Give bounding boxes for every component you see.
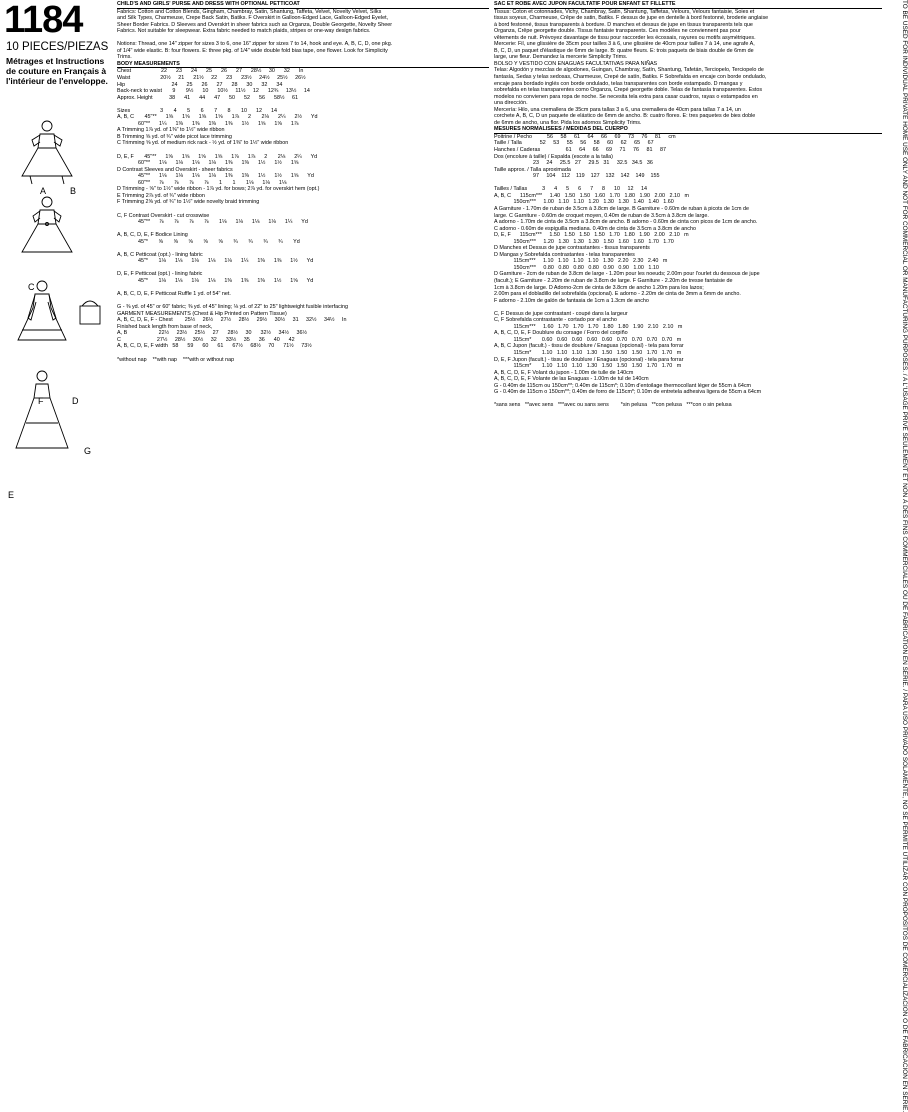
text-line: 1cm à 3.8cm de large. D Adorno-2cm de cinta de 3.8cm de ancho 1.20m para los lazos; xyxy=(494,284,704,291)
text-line: à bord festonné, tissus transparents à bordure. D manches et dessus de jupe en tissus transparents tels que xyxy=(494,21,753,28)
text-line: una dirección. xyxy=(494,100,528,107)
text-line: D Contrast Sleeves and Overskirt - sheer fabrics xyxy=(117,166,233,173)
text-line: A Garniture - 1.70m de ruban de 3.5cm à 3.8cm de large. B Garniture - 0.60m de ruban à picots de 1cm de xyxy=(494,205,749,212)
text-line: Taille approx. / Talla aproximada xyxy=(494,166,571,173)
text-line: encaje para bordado inglés con borde ondulado, telas transparentes con borde estampado. D mangas y xyxy=(494,80,743,87)
text-line: large. C Garniture - 0.60m de croquet moyen, 0.40m de ruban de 3.5cm à 3.8cm de large. xyxy=(494,212,709,219)
text-line: C adorno - 0.60m de espiguilla mediana. 0.40m de cinta de 3.5cm a 3.8cm de ancho xyxy=(494,225,696,232)
french-spanish-yardage-column xyxy=(494,1,882,541)
view-label-b: B xyxy=(70,186,77,196)
text-line: A, B, C, D, E, F Volant du jupon - 1.00m de tulle de 140cm xyxy=(494,369,634,376)
text-line: Waist 20½ 21 21½ 22 23 23½ 24½ 25½ 26½ xyxy=(117,75,306,82)
text-line: Tailles / Tallas 3 4 5 6 7 8 10 12 14 xyxy=(494,186,648,193)
text-line: 115cm*** 1.60 1.70 1.70 1.70 1.80 1.80 1.90 2.10 2.10 m xyxy=(494,323,683,330)
usage-disclaimer xyxy=(884,0,908,1112)
text-line: Mercerie: Fil, une glissière de 35cm pour tailles 3 à 6, une glissière de 40cm pour tailles 7 à 14, une agrafe A, xyxy=(494,41,755,48)
text-line: corchete A, B, C, D un paquete de elástico de 6mm de ancho. B: cuatro flores. E: tres paquetes de bies doble xyxy=(494,113,756,120)
purse-g-sketch xyxy=(80,301,100,324)
text-line: 115cm* 0.60 0.60 0.60 0.60 0.60 0.70 0.70 0.70 0.70 m xyxy=(494,336,682,343)
text-line: 45"* ⅝ ⅝ ⅝ ⅝ ⅝ ¾ ¾ ¾ ¾ Yd xyxy=(117,238,300,245)
text-line: E Trimming 2⅞ yd. of ¾" wide ribbon xyxy=(117,192,205,199)
text-line: A, B, C 45"** 1⅝ 1⅝ 1⅝ 1⅝ 1⅞ 2 2⅛ 2¼ 2½ Yd xyxy=(117,114,318,121)
text-line: GARMENT MEASUREMENTS (Chest & Hip Printed on Pattern Tissue) xyxy=(117,310,287,317)
text-line: G - 0.40m de 115cm ou 150cm**; 0.40m de 115cm*; 0.10m d'entoilage thermocollant léger de 55cm à 64cm xyxy=(494,382,752,389)
text-line: SAC ET ROBE AVEC JUPON FACULTATIF POUR ENFANT ET FILLETTE xyxy=(494,1,882,9)
text-line: Trims. xyxy=(117,54,132,61)
text-line: Fabrics: Cotton and Cotton Blends, Gingham, Chambray, Satin, Shantung, Taffeta, Velvet, Novelty Velvet, Silks xyxy=(117,8,382,15)
text-line: D, E, F Jupon (facult.) - tissu de doublure / Enaguas (opcional) - tela para forrar xyxy=(494,356,684,363)
text-line: D, E, F 45"** 1⅝ 1⅝ 1⅝ 1⅝ 1⅞ 1⅞ 2 2⅛ 2¼ Yd xyxy=(117,153,318,160)
text-line: G - 0.40m de 115cm o 150cm**; 0.40m de forro de 115cm*; 0.10m de entretela adhesiva ligera de 55cm a 64cm xyxy=(494,389,762,396)
text-line: 45"** 1⅛ 1⅛ 1⅛ 1⅛ 1⅜ 1⅜ 1½ 1½ 1⅝ Yd xyxy=(117,173,314,180)
view-label-a: A xyxy=(40,186,47,196)
text-line: A, B, C Petticoat (opt.) - lining fabric xyxy=(117,251,203,258)
view-label-c: C xyxy=(28,282,35,292)
text-line: B, C, D, un paquet d'élastique de 6mm de large. B: quatre fleurs. E: trois paquets de biais double de 6mm de xyxy=(494,47,754,54)
text-line: BODY MEASUREMENTS xyxy=(117,61,489,69)
text-line: Telas: Algodón y mezclas de algodones, Guingan, Chambray, Satín, Shantung, Tafetán, Terciopelo, Terciopelo de xyxy=(494,67,764,74)
text-line: F Trimming 2⅝ yd. of ¾" to 1½" wide novelty braid trimming xyxy=(117,199,260,206)
pieces-count: 10 PIECES/PIEZAS xyxy=(6,41,109,53)
text-line: of 1/4" wide elastic. B: four flowers. E: three pkg. of 1/4" wide double fold bias tape, one flower. Look for Simplicity xyxy=(117,47,388,54)
text-line: D Trimming - ⅝" to 1½" wide ribbon - 1⅞ yd. for bows; 2⅞ yd. for overskirt hem (opt.) xyxy=(117,186,320,193)
text-line: 60"** 1⅛ 1⅛ 1⅛ 1⅛ 1⅜ 1⅜ 1½ 1½ 1⅝ xyxy=(117,160,299,167)
view-label-e: E xyxy=(8,490,15,500)
view-label-f: F xyxy=(38,396,44,406)
text-line: A adorno - 1.70m de cinta de 3.5cm a 3.8cm de ancho. B adorno - 0.60m de cinta con picos de 1cm de ancho. xyxy=(494,219,758,226)
view-illustrations xyxy=(2,118,112,538)
text-line: A, B, C, D, E, F width 58 59 60 61 67½ 68½ 70 71½ 73½ xyxy=(117,343,312,350)
text-line: C 27½ 28½ 30½ 32 33½ 35 36 40 42 xyxy=(117,336,295,343)
text-line: de 6mm de ancho, una flor. Pida los adornos Simplicity Trims. xyxy=(494,119,642,126)
text-line: Chest 22 23 24 25 26 27 28½ 30 32 In xyxy=(117,68,304,75)
text-line: 2.00m para el dobladillo del sobrefalda (opcional). E adorno - 2.20m de cinta de 3mm a 6mm de ancho. xyxy=(494,291,741,298)
dress-a-sketch xyxy=(22,121,72,184)
text-line: C, F Sobrefalda contrastante - cortado por el ancho xyxy=(494,317,617,324)
text-line: 45"** ⅞ ⅞ ⅞ ⅞ 1⅛ 1⅛ 1⅛ 1⅛ 1¼ Yd xyxy=(117,219,308,226)
text-line: 45"* 1⅛ 1⅛ 1⅛ 1⅛ 1⅛ 1¼ 1⅜ 1⅜ 1½ Yd xyxy=(117,258,314,265)
text-line: (facult.); E Garniture - 2.20m de ruban de 3.8cm de large. F Garniture - 2.20m de tresse fantaisie de xyxy=(494,277,733,284)
view-label-d: D xyxy=(72,396,79,406)
text-line: modelos no convienen para ropa de noche. Se necesita tela extra para casar cuadros, rayas o estampados en xyxy=(494,93,758,100)
text-line: F adorno - 2.10m de galón de fantasia de 1cm a 1.3cm de ancho xyxy=(494,297,649,304)
text-line: *sans sens **avec sens ***avec ou sans sens *sin pelusa **con pelusa ***con o sin pelusa xyxy=(494,402,732,409)
text-line: C Trimming ⅝ yd. of medium rick rack - ½ yd. of 1⅜" to 1½" wide ribbon xyxy=(117,140,289,147)
text-line: Notions: Thread, one 14" zipper for sizes 3 to 6, one 16" zipper for sizes 7 to 14, hook and eye. A, B, C, D, one pkg. xyxy=(117,41,393,48)
text-line: fantasía, Sedas y telas sedosas, Charmeuse, Crepé de satín, Batiks. F Sobrefalda en encaje con borde ondulado, xyxy=(494,74,767,81)
text-line: 115cm*** 1.10 1.10 1.10 1.10 1.30 2.20 2.30 2.40 m xyxy=(494,258,668,265)
text-line: 115cm* 1.10 1.10 1.10 1.30 1.50 1.50 1.50 1.70 1.70 m xyxy=(494,363,682,370)
text-line: A, B, C Jupon (facult.) - tissu de doublure / Enaguas (opcional) - tela para forrar xyxy=(494,343,684,350)
text-line: Fabrics. Not suitable for sleepwear. Extra fabric needed to match plaids, stripes or one-way design fabrics. xyxy=(117,28,371,35)
text-line: A, B, C 115cm*** 1.40 1.50 1.50 1.60 1.70 1.80 1.90 2.00 2.10 m xyxy=(494,192,689,199)
text-line: 23 24 25.5 27 29.5 31 32.5 34.5 36 xyxy=(494,160,653,167)
text-line: 115cm* 1.10 1.10 1.10 1.30 1.50 1.50 1.50 1.70 1.70 m xyxy=(494,349,682,356)
text-line: Taille / Talla 52 53 55 56 58 60 62 65 67 xyxy=(494,140,654,147)
text-line: sobrefalda en telas transparentes como Organza, Crepé georgette doble. Telas de fantasía transparentes. Estos xyxy=(494,87,763,94)
text-line: A, B, C, D, E, F Bodice Lining xyxy=(117,232,188,239)
text-line: Mercería: Hilo, una cremallera de 35cm para tallas 3 a 6, una cremallera de 40cm para tallas 7 a 14, un xyxy=(494,106,741,113)
dress-b-sketch xyxy=(22,197,72,252)
text-line: 150cm*** 1.00 1.10 1.10 1.20 1.30 1.30 1.40 1.40 1.60 xyxy=(494,199,674,206)
dress-e-sketch xyxy=(16,371,68,448)
text-line: Hanches / Caderas 61 64 66 69 71 76 81 87 xyxy=(494,147,666,154)
text-line: D, E, F 115cm*** 1.50 1.50 1.50 1.50 1.70 1.80 1.90 2.00 2.10 m xyxy=(494,232,689,239)
text-line: D Manches et Dessus de jupe contrastantes - tissus transparents xyxy=(494,245,650,252)
text-line: A, B, C, D, E, F - Chest 25½ 26½ 27½ 28½ 29½ 30½ 31 32½ 34½ In xyxy=(117,317,347,324)
text-line: Poitrine / Pecho 56 58 61 64 66 69 73 76 81 cm xyxy=(494,133,676,140)
text-line: MESURES NORMALISEES / MEDIDAS DEL CUERPO xyxy=(494,126,882,134)
dress-c-sketch xyxy=(18,281,66,340)
text-line: Hip 24 25 26 27 28 30 32 34 xyxy=(117,81,283,88)
text-line: A, B, C, D, E, F Volante de las Enaguas - 1.00m de tul de 140cm xyxy=(494,376,649,383)
pattern-number: 1184 xyxy=(4,0,83,41)
text-line: D Mangas y Sobrefalda contrastantes - telas transparentes xyxy=(494,251,635,258)
text-line: A, B, C, D, E, F Doublure du corsage / Forro del corpiño xyxy=(494,330,628,337)
text-line: C, F Dessus de jupe contrastant - coupé dans la largeur xyxy=(494,310,628,317)
text-line: A Trimming 1⅞ yd. of 1⅜" to 1½" wide ribbon xyxy=(117,127,225,134)
text-line: CHILD'S AND GIRLS' PURSE AND DRESS WITH OPTIONAL PETTICOAT xyxy=(117,1,489,9)
view-label-g: G xyxy=(84,446,92,456)
text-line: Sizes 3 4 5 6 7 8 10 12 14 xyxy=(117,107,277,114)
text-line: A, B, C, D, E, F Petticoat Ruffle 1 yd. of 54" net. xyxy=(117,291,231,298)
text-line: G - ⅜ yd. of 45" or 60" fabric; ⅜ yd. of 45" lining; ⅛ yd. of 22" to 25" lightweight fusible interfacing xyxy=(117,304,349,311)
text-line: Back-neck to waist 9 9½ 10 10½ 11½ 12 12¾ 13½ 14 xyxy=(117,88,310,95)
text-line: *without nap **with nap ***with or without nap xyxy=(117,356,235,363)
text-line: Approx. Height 38 41 44 47 50 52 56 58½ 61 xyxy=(117,94,298,101)
text-line: 150cm*** 0.80 0.80 0.80 0.80 0.90 0.90 1.00 1.10 xyxy=(494,264,659,271)
text-line: large, une fleur. Demandez la mercerie Simplicity Trims. xyxy=(494,54,628,61)
text-line: BOLSO Y VESTIDO CON ENAGUAS FACULTATIVAS PARA NIÑAS xyxy=(494,60,658,67)
text-line: and Silk Types, Charmeuse, Crepe Back Satin, Batiks. F Overskirt in Galloon-Edged Lace, Galloon-Edged Eyelet, xyxy=(117,15,389,22)
text-line: 60"** 1¼ 1⅜ 1⅜ 1⅜ 1⅜ 1½ 1⅝ 1⅝ 1⅞ xyxy=(117,120,299,127)
french-instructions-note: Métrages et Instructions de couture en Français à l'intérieur de l'enveloppe. xyxy=(6,56,108,86)
text-line: vêtements de nuit. Prévoyez davantage de tissu pour raccorder les écossais, rayures ou motifs asymétriques. xyxy=(494,34,756,41)
text-line: 97 104 112 119 127 132 142 149 155 xyxy=(494,173,660,180)
english-yardage-column xyxy=(117,1,489,541)
text-line: Finished back length from base of neck, xyxy=(117,323,213,330)
text-line: 60"** ⅞ ⅞ ⅞ ⅞ 1 1 1⅛ 1⅛ 1⅛ xyxy=(117,179,287,186)
text-line: D, E, F Petticoat (opt.) - lining fabric xyxy=(117,271,203,278)
text-line: Tissus: Coton et cotonnades, Vichy, Chambray, Satin, Shantung, Taffetas, Velours, Velours fantaisie, Soies et xyxy=(494,8,755,15)
text-line: C, F Contrast Overskirt - cut crosswise xyxy=(117,212,210,219)
text-line: A, B 22½ 23½ 25½ 27 28½ 30 32½ 34½ 36½ xyxy=(117,330,307,337)
text-line: D Garniture - 2cm de ruban de 3.8cm de large - 1.20m pour les noeuds; 2.00m pour l'ourlet du dessous de jupe xyxy=(494,271,760,278)
text-line: 150cm*** 1.20 1.30 1.30 1.30 1.50 1.60 1.60 1.70 1.70 xyxy=(494,238,674,245)
text-line: B Trimming ⅝ yd. of ¾" wide picot lace trimming xyxy=(117,133,232,140)
usage-disclaimer-text: TO BE USED FOR INDIVIDUAL PRIVATE HOME USE ONLY AND NOT FOR COMMERCIAL OR MANUFACTURING PURPOSES. / A L'USAGE PRIVÉ SEULEMENT ET NON À DES FINS COMMERCIALES OU DE FABRICATION EN SÉRIE. / PARA USO PRIVADO SOLAMENTE, NO SE PERMITE UTILIZAR CON PROPÓSITOS DE COMERCIALIZACIÓN O DE FABRICACIÓN EN SERIE. xyxy=(901,0,908,1112)
text-line: Dos (encolure à taille) / Espalda (escote a la talla) xyxy=(494,153,613,160)
text-line: tissus soyeux, Charmeuse, Crêpe de satin, Batiks. F dessus de jupe en dentelle à bord festonné, broderie anglaise xyxy=(494,15,769,22)
text-line: Organza, Crêpe georgette double. Tissus fantaisie transparents. Ces modèles ne conviennent pas pour xyxy=(494,28,741,35)
text-line: 45"* 1⅛ 1⅛ 1⅛ 1⅛ 1⅜ 1⅜ 1⅜ 1½ 1⅝ Yd xyxy=(117,277,314,284)
text-line: Sheer Border Fabrics. D Sleeves and Overskirt in sheer fabrics such as Organza, Double Georgette, Novelty Sheer xyxy=(117,21,393,28)
